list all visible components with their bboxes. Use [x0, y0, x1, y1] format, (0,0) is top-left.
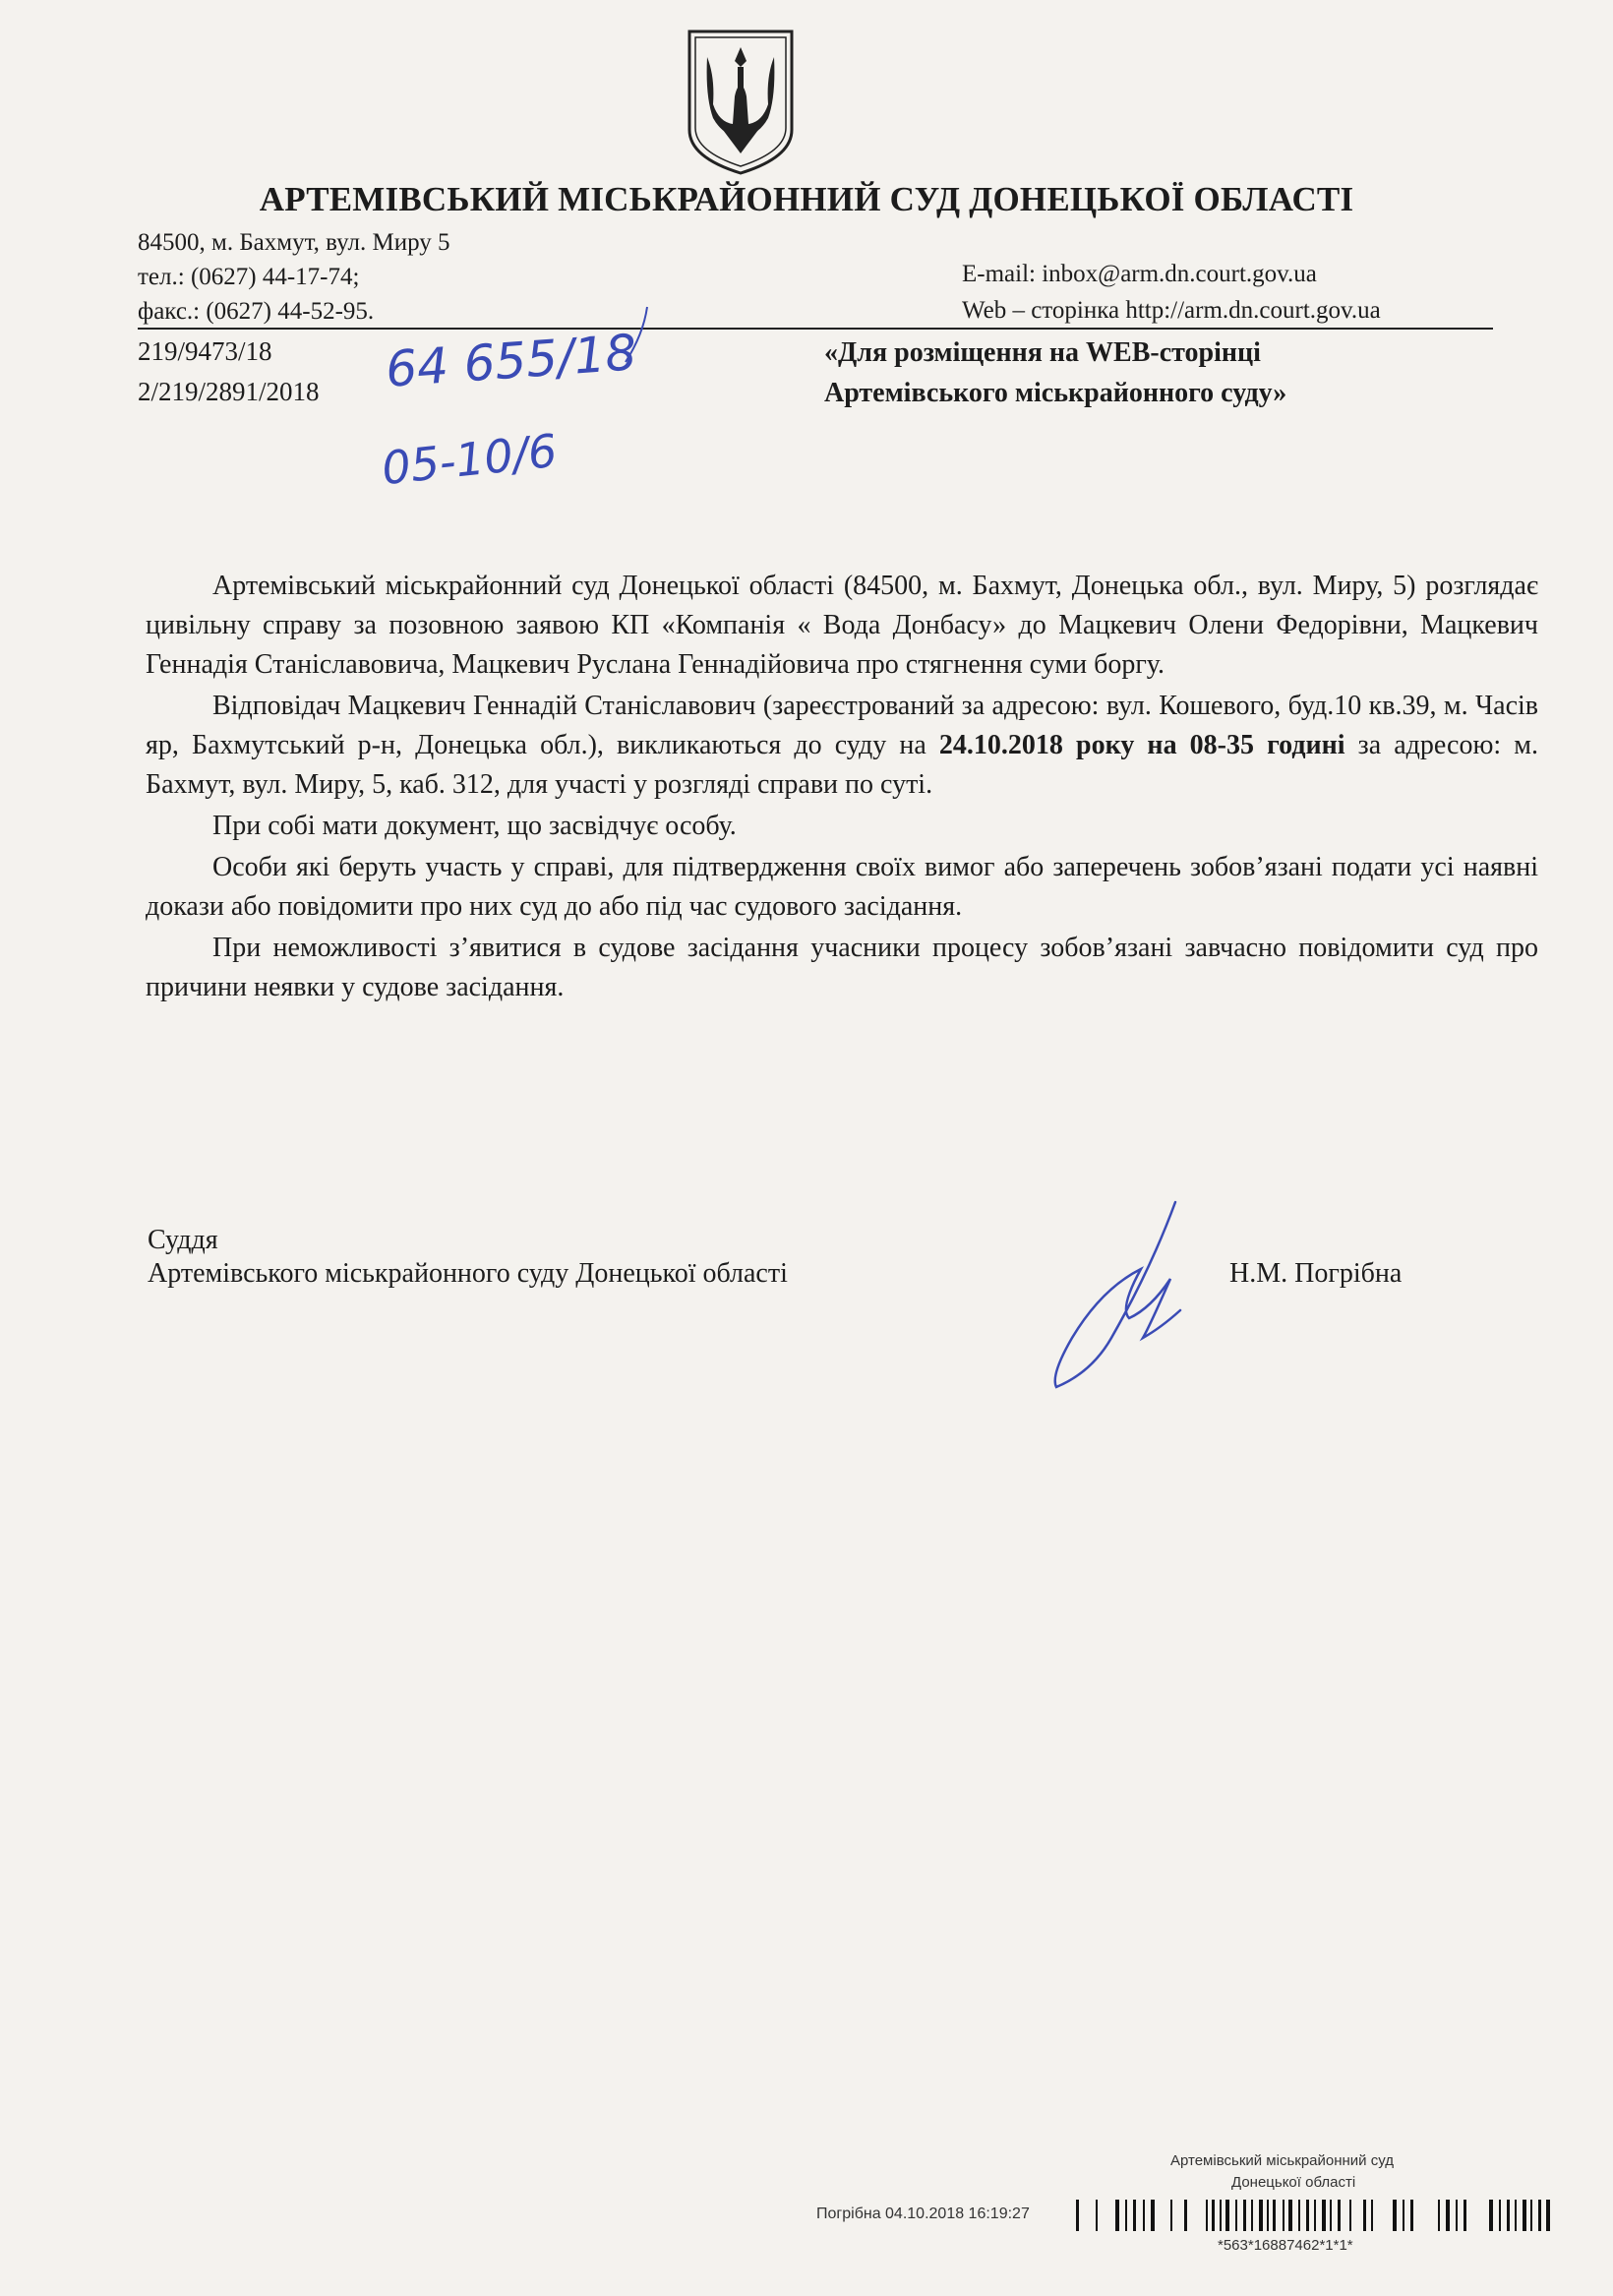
hearing-date-time: 24.10.2018 року на 08-35 годині	[938, 730, 1345, 760]
barcode-code: *563*16887462*1*1*	[1218, 2237, 1353, 2254]
court-website: Web – сторінка http://arm.dn.court.gov.ua	[962, 297, 1381, 324]
handwritten-slash-mark	[618, 305, 657, 364]
paragraph-case-description: Артемівський міськрайонний суд Донецької області (84500, м. Бахмут, Донецька обл., вул. Миру, 5) розглядає цивільну справу за позовною заявою КП «Компанія « Вода Донбасу» до Мацкевич Олени Федорівни, Мацкевич Геннадія Станіславовича, Мацкевич Руслана Геннадійовича про стягнення суми боргу.	[146, 571, 1538, 680]
handwritten-signature-icon	[1033, 1190, 1229, 1397]
court-name: АРТЕМІВСЬКИЙ МІСЬКРАЙОННИЙ СУД ДОНЕЦЬКОЇ ОБЛАСТІ	[259, 180, 1354, 218]
header-divider	[138, 328, 1493, 330]
stamp-court-line: Артемівський міськрайонний суд	[1170, 2152, 1394, 2169]
paragraph-evidence: Особи які беруть участь у справі, для підтвердження своїх вимог або заперечень зобов’язані подати усі наявні докази або повідомити про них суд до або під час судового засідання.	[146, 852, 1538, 922]
stamp-date: Погрібна 04.10.2018 16:19:27	[816, 2205, 1030, 2222]
case-number: 219/9473/18	[138, 336, 272, 366]
paragraph-summons	[146, 687, 1538, 805]
paragraph-identity-document: При собі мати документ, що засвідчує особу.	[212, 811, 737, 841]
court-email: E-mail: inbox@arm.dn.court.gov.ua	[962, 261, 1317, 287]
handwritten-registration-number: 64 655/18	[384, 324, 639, 398]
coat-of-arms-icon	[684, 28, 798, 177]
case-proceeding-number: 2/219/2891/2018	[138, 377, 320, 406]
placement-note	[824, 332, 1286, 413]
paragraph-absence-notice: При неможливості з’явитися в судове засідання учасники процесу зобов’язані завчасно повідомити суд про причини неявки у судове засідання.	[146, 933, 1538, 1002]
summons-text-start: Відповідач Мацкевич Геннадій Станіславович (зареєстрований за адресою: вул. Кошевого, буд.10 кв.39, м. Часів яр, Бахмутський р-н, Донецька обл.), викликаються до суду на	[146, 691, 1538, 760]
placement-line-2: Артемівського міськрайонного суду»	[824, 378, 1287, 408]
signature-court: Артемівського міськрайонного суду Донецької області	[148, 1258, 788, 1289]
court-fax: факс.: (0627) 44-52-95.	[138, 298, 375, 325]
court-phone: тел.: (0627) 44-17-74;	[138, 264, 360, 290]
judge-name: Н.М. Погрібна	[1229, 1258, 1403, 1289]
document-body	[146, 567, 1538, 1009]
court-address: 84500, м. Бахмут, вул. Миру 5	[138, 229, 450, 256]
barcode-icon	[1076, 2198, 1554, 2235]
signature-title: Суддя	[148, 1225, 218, 1255]
handwritten-index: 05-10/6	[379, 423, 560, 496]
stamp-region-line: Донецької області	[1231, 2174, 1356, 2191]
summons-text-end: за адресою: м. Бахмут, вул. Миру, 5, каб. 312, для участі у розгляді справи по суті.	[146, 730, 1538, 800]
placement-line-1: «Для розміщення на WEB-сторінці	[824, 337, 1261, 368]
